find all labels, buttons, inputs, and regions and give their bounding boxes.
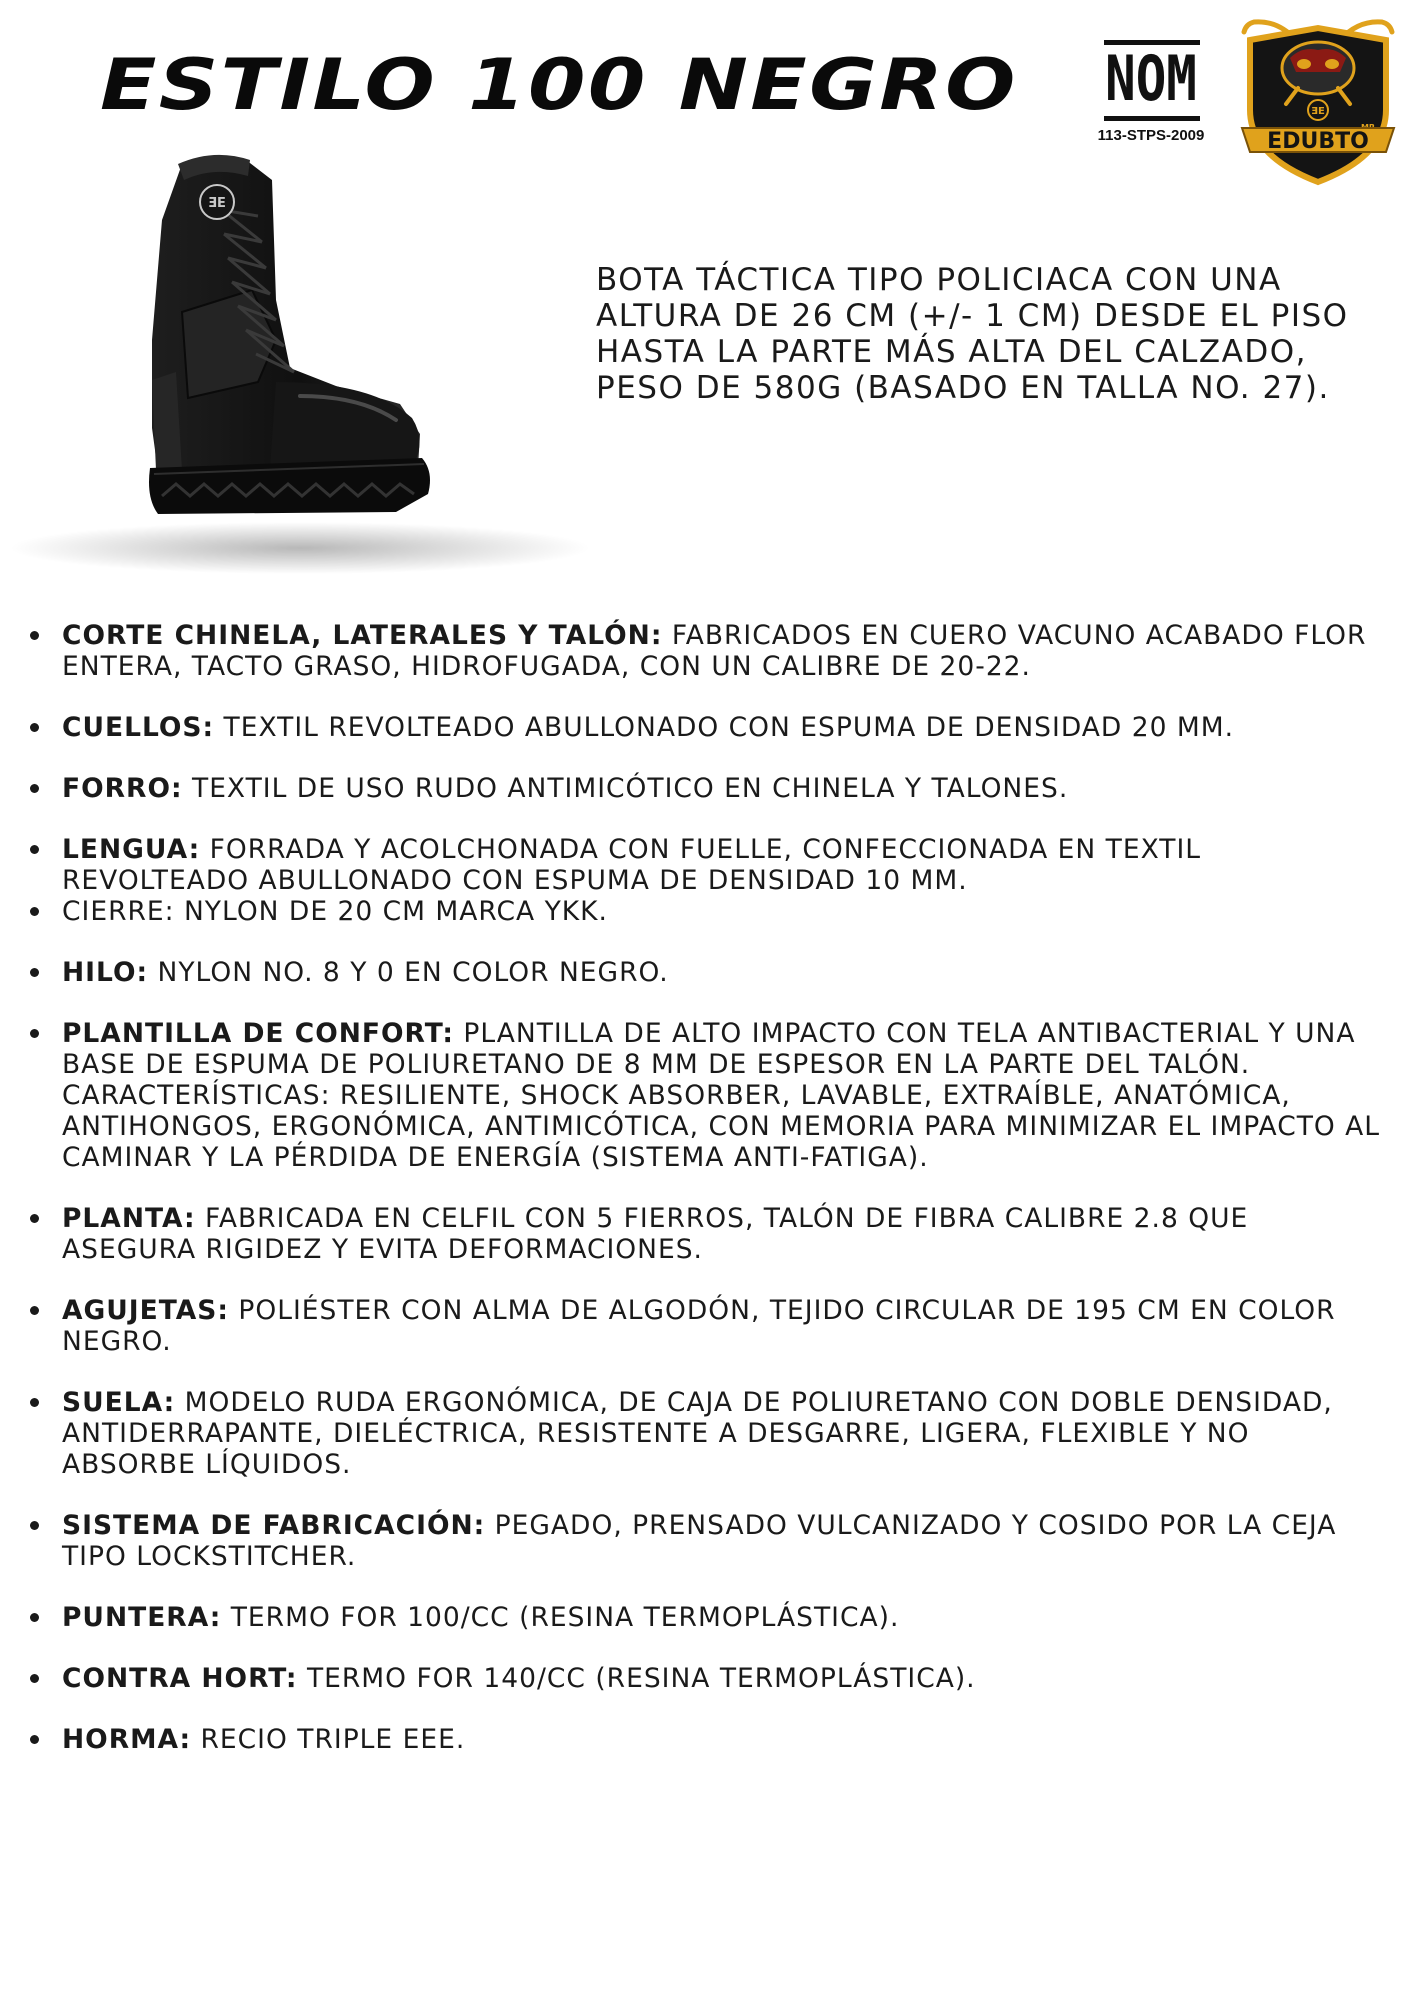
spec-item-plantilla [28,1018,1388,1173]
spec-item-agujetas [28,1295,1388,1357]
spec-label: SISTEMA DE FABRICACIÓN: [62,1510,486,1541]
boot-toe [270,382,420,468]
spec-item-horma [28,1724,1388,1755]
spec-text: MODELO RUDA ERGONÓMICA, DE CAJA DE POLIURETANO CON DOBLE DENSIDAD, ANTIDERRAPANTE, DIELÉCTRICA, RESISTENTE A DESGARRE, LIGERA, FLEXIBLE Y NO ABSORBE LÍQUIDOS. [62,1387,1333,1480]
product-description: BOTA TÁCTICA TIPO POLICIACA CON UNA ALTURA DE 26 CM (+/- 1 CM) DESDE EL PISO HASTA LA PARTE MÁS ALTA DEL CALZADO, PESO DE 580G (BASADO EN TALLA NO. 27). [596,262,1349,406]
bullet-icon [30,1521,39,1530]
spec-label: SUELA: [62,1387,176,1418]
nom-code: 113-STPS-2009 [1097,127,1205,144]
spec-text: RECIO TRIPLE EEE. [191,1724,466,1755]
spec-label: PLANTILLA DE CONFORT: [62,1018,454,1049]
spec-text: TEXTIL DE USO RUDO ANTIMICÓTICO EN CHINELA Y TALONES. [182,773,1069,804]
spec-label: HORMA: [62,1724,192,1755]
spec-list [28,620,1388,1755]
nom-bottom-bar [1104,116,1200,121]
spec-item-corte [28,620,1388,682]
bullet-icon [30,968,39,977]
spec-text: FABRICADOS EN CUERO VACUNO ACABADO FLOR ENTERA, TACTO GRASO, HIDROFUGADA, CON UN CALIBRE DE 20-22. [62,620,1367,682]
spec-item-lengua [28,834,1388,896]
bullet-icon [30,1674,39,1683]
spec-text: CIERRE: NYLON DE 20 CM MARCA YKK. [62,896,608,927]
spec-label: LENGUA: [62,834,201,865]
bullet-icon [30,1613,39,1622]
spec-item-cuellos [28,712,1388,743]
spec-label: CORTE CHINELA, LATERALES Y TALÓN: [62,620,663,651]
bullet-icon [30,1029,39,1038]
bullet-icon [30,1306,39,1315]
spec-item-contra-hort [28,1663,1388,1694]
spec-text: FORRADA Y ACOLCHONADA CON FUELLE, CONFECCIONADA EN TEXTIL REVOLTEADO ABULLONADO CON ESPUMA DE DENSIDAD 10 MM. [62,834,1202,896]
bullet-icon [30,723,39,732]
nom-logo-text: NOM [1105,42,1197,115]
spec-item-suela [28,1387,1388,1480]
spec-label: FORRO: [62,773,183,804]
spec-label: CONTRA HORT: [62,1663,298,1694]
spec-item-puntera [28,1602,1388,1633]
spec-item-sistema [28,1510,1388,1572]
spec-item-planta [28,1203,1388,1265]
spec-text: FABRICADA EN CELFIL CON 5 FIERROS, TALÓN DE FIBRA CALIBRE 2.8 QUE ASEGURA RIGIDEZ Y EVITA DEFORMACIONES. [62,1203,1249,1265]
nom-certification-logo [1090,38,1212,150]
edubto-brand-logo [1236,6,1400,186]
bullet-icon [30,1735,39,1744]
bullet-icon [30,907,39,916]
spec-label: PUNTERA: [62,1602,222,1633]
bullet-icon [30,784,39,793]
spec-label: HILO: [62,957,149,988]
spec-item-cierre [28,896,1388,927]
spec-label: AGUJETAS: [62,1295,229,1326]
spec-text: PEGADO, PRENSADO VULCANIZADO Y COSIDO POR LA CEJA TIPO LOCKSTITCHER. [62,1510,1337,1572]
spec-text: NYLON NO. 8 Y 0 EN COLOR NEGRO. [148,957,669,988]
bullet-icon [30,1398,39,1407]
spec-text: PLANTILLA DE ALTO IMPACTO CON TELA ANTIBACTERIAL Y UNA BASE DE ESPUMA DE POLIURETANO DE 8 MM DE ESPESOR EN LA PARTE DEL TALÓN. CARACTERÍSTICAS: RESILIENTE, SHOCK ABSORBER, LAVABLE, EXTRAÍBLE, ANATÓMICA, ANTIHONGOS, ERGONÓMICA, ANTIMICÓTICA, CON MEMORIA PARA MINIMIZAR EL IMPACTO AL CAMINAR Y LA PÉRDIDA DE ENERGÍA (SISTEMA ANTI-FATIGA). [62,1018,1381,1173]
bullet-icon [30,631,39,640]
spec-label: CUELLOS: [62,712,215,743]
ant-head-icon [1282,42,1354,104]
spec-item-forro [28,773,1388,804]
page-title: ESTILO 100 NEGRO [100,44,1018,126]
bullet-icon [30,1214,39,1223]
spec-text: TERMO FOR 140/CC (RESINA TERMOPLÁSTICA). [297,1663,976,1694]
tactical-boot-image [0,150,600,590]
brand-monogram: ƎE [1311,106,1325,117]
brand-name: EDUBTO [1267,129,1369,154]
spec-label: PLANTA: [62,1203,196,1234]
bullet-icon [30,845,39,854]
spec-text: TEXTIL REVOLTEADO ABULLONADO CON ESPUMA DE DENSIDAD 20 MM. [214,712,1235,743]
brand-ribbon [1242,128,1394,154]
boot-emblem: ƎE [208,196,226,211]
spec-text: POLIÉSTER CON ALMA DE ALGODÓN, TEJIDO CIRCULAR DE 195 CM EN COLOR NEGRO. [62,1295,1336,1357]
floor-shadow [10,522,590,574]
spec-item-hilo [28,957,1388,988]
spec-text: TERMO FOR 100/CC (RESINA TERMOPLÁSTICA). [221,1602,900,1633]
